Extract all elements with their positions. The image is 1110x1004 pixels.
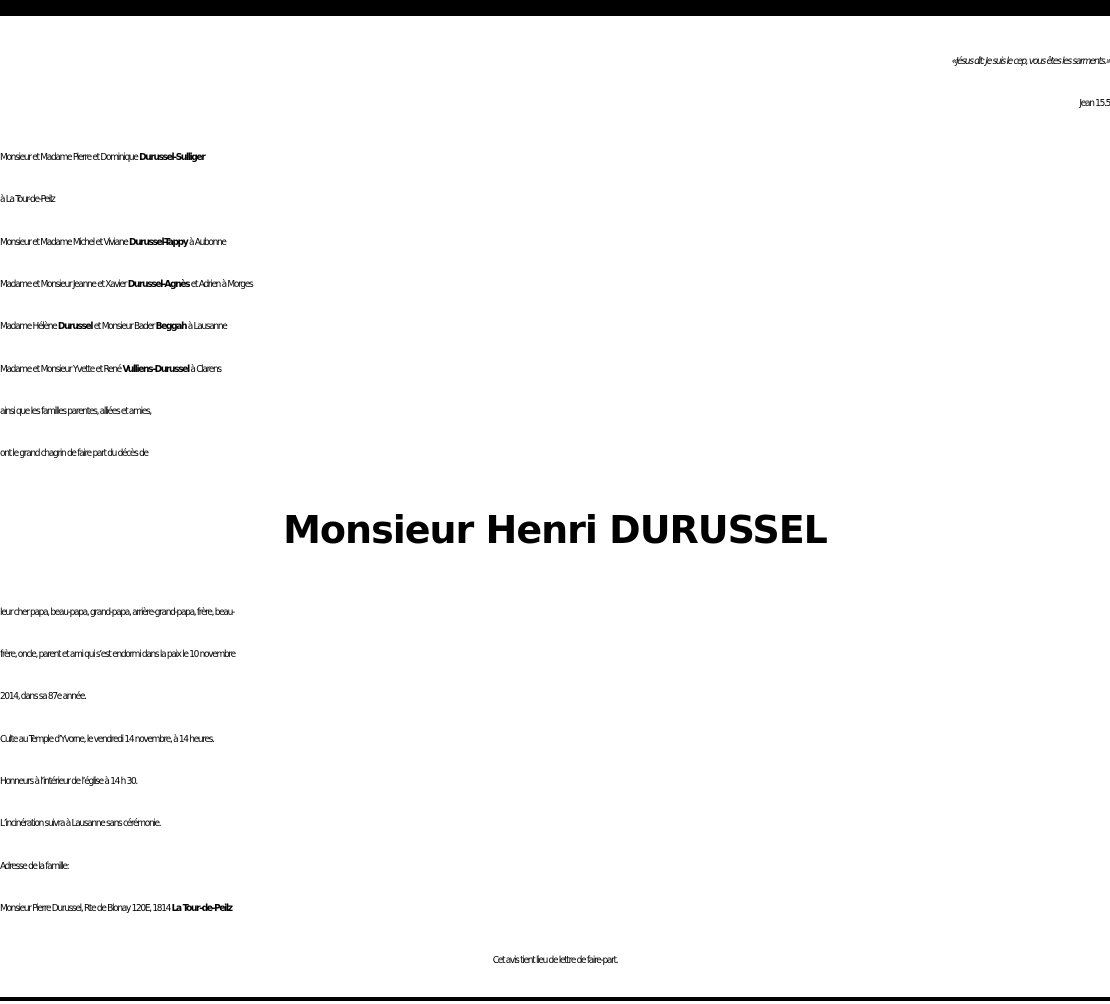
family-address: Monsieur Pierre Durussel, Rte de Blonay 120E, 1814 La Tour-de-Peilz [0, 903, 232, 914]
body-line: leur cher papa, beau-papa, grand-papa, arrière-grand-papa, frère, beau- [0, 607, 234, 618]
top-rule [0, 0, 1110, 16]
family-line: ainsi que les familles parentes, alliées et amies, [0, 406, 151, 417]
body-line: Honneurs à l’intérieur de l’église à 14 h 30. [0, 776, 137, 787]
family-line: Madame Hélène Durussel et Monsieur Bader Beggah à Lausanne [0, 321, 227, 332]
closing-note: Cet avis tient lieu de lettre de faire-part. [492, 955, 618, 966]
body-line: frère, oncle, parent et ami qui s’est endormi dans la paix le 10 novembre [0, 649, 235, 660]
body-line: 2014, dans sa 87e année. [0, 691, 86, 702]
body-line: Culte au Temple d’Yvorne, le vendredi 14 novembre, à 14 heures. [0, 734, 214, 745]
family-line: Monsieur et Madame Michel et Viviane Durussel-Tappy à Aubonne [0, 237, 226, 248]
family-line: Madame et Monsieur Jeanne et Xavier Durussel-Agnès et Adrien à Morges [0, 279, 253, 290]
family-line: ont le grand chagrin de faire part du décès de [0, 448, 148, 459]
body-line: Adresse de la famille: [0, 861, 69, 872]
body-line: L’incinération suivra à Lausanne sans cérémonie. [0, 818, 161, 829]
deceased-name: Monsieur Henri DURUSSEL [283, 508, 827, 552]
verse-reference: Jean 15.5 [1079, 98, 1110, 109]
family-line: à La Tour-de-Peilz [0, 194, 55, 205]
verse-quote: «Jésus dit: Je suis le cep, vous êtes les sarments.» [951, 56, 1110, 67]
bottom-rule [0, 997, 1110, 1001]
family-line: Madame et Monsieur Yvette et René Vulliens-Durussel à Clarens [0, 364, 221, 375]
family-line: Monsieur et Madame Pierre et Dominique Durussel-Sulliger [0, 152, 205, 163]
